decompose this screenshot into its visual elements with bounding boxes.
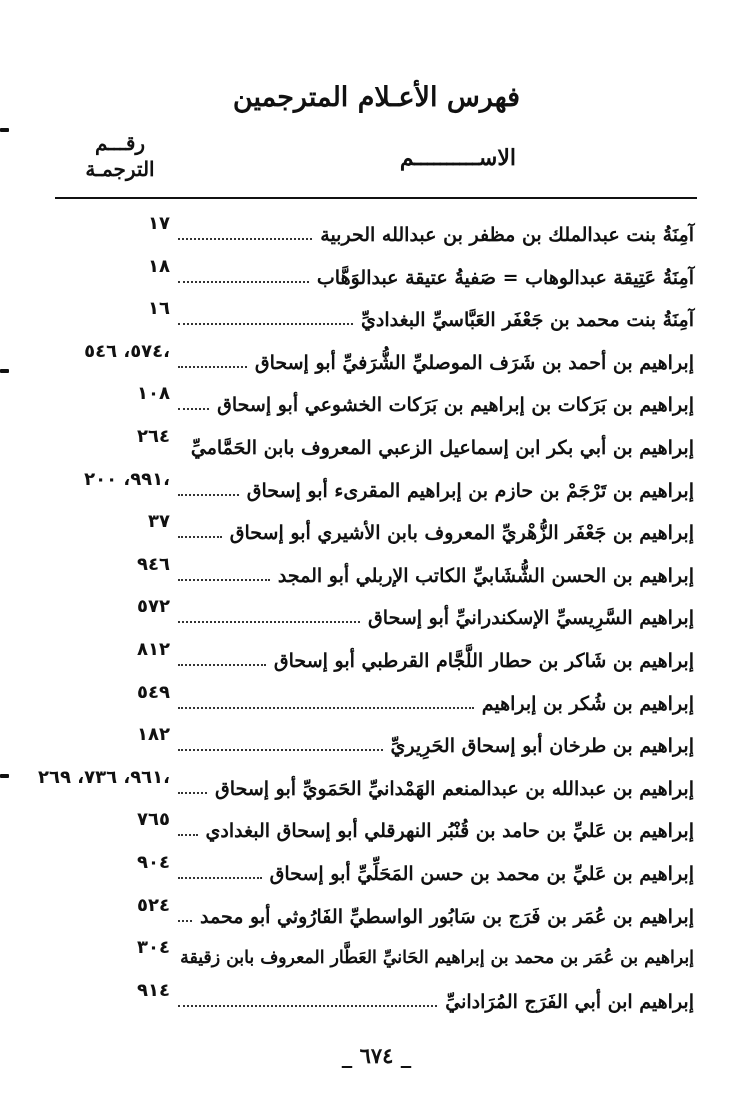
entry-numbers: ٩٦١، ٧٣٦، ٢٦٩، xyxy=(38,766,170,788)
dot-leader xyxy=(178,749,383,751)
dot-leader xyxy=(178,494,239,496)
entry-name: إبراهيم بن تَرْجَمْ بن حازم بن إبراهيم المقرىء أبو إسحاق xyxy=(246,479,694,502)
dot-leader xyxy=(178,792,207,794)
entry-numbers: ١٨٢ xyxy=(137,724,170,746)
entry-numbers: ٩١٤ xyxy=(137,979,170,1001)
index-entry xyxy=(0,466,753,509)
column-header-number-line2: الترجمـة xyxy=(85,157,155,181)
column-header-number xyxy=(70,130,170,182)
index-entries xyxy=(0,210,753,1019)
entry-numbers: ١٠٨ xyxy=(137,383,170,405)
index-entry xyxy=(0,508,753,551)
entry-numbers: ٣٠٤ xyxy=(137,937,170,959)
entry-numbers: ٧٦٥ xyxy=(137,809,170,831)
entry-numbers: ٩٩١، ٢٠٠، xyxy=(84,468,170,490)
entry-name: إبراهيم بن عُمَر بن محمد بن إبراهيم الحَانيِّ العَطَّار المعروف بابن زقيقة xyxy=(180,948,694,969)
dot-leader xyxy=(178,536,222,538)
dot-leader xyxy=(178,877,262,879)
index-entry xyxy=(0,253,753,296)
index-entry xyxy=(0,380,753,423)
index-entry xyxy=(0,210,753,253)
scan-edge-mark xyxy=(0,128,9,132)
entry-name: آمِنَةُ بنت عبدالملك بن مظفر بن عبدالله الحربية xyxy=(320,224,694,246)
header-rule xyxy=(55,197,697,199)
entry-name: إبراهيم بن عبدالله بن عبدالمنعم الهَمْدانيِّ الحَمَويِّ أبو إسحاق xyxy=(215,777,694,800)
entry-numbers: ١٦ xyxy=(148,298,170,320)
entry-name: إبراهيم بن الحسن الشُّشَابيِّ الكاتب الإربلي أبو المجد xyxy=(277,564,694,587)
index-entry xyxy=(0,806,753,849)
entry-numbers: ٨١٢ xyxy=(137,638,170,660)
index-entry xyxy=(0,295,753,338)
entry-name: إبراهيم بن عَليِّ بن محمد بن حسن المَحَلِّيِّ أبو إسحاق xyxy=(269,862,694,885)
entry-name: إبراهيم بن شَاكر بن حطار اللَّجَّام القرطبي أبو إسحاق xyxy=(273,649,694,672)
index-entry xyxy=(0,423,753,466)
dot-leader xyxy=(178,664,266,666)
column-header-number-line1: رقـــم xyxy=(94,131,146,155)
entry-numbers: ٥٧٤، ٥٤٦، xyxy=(84,340,170,362)
index-entry xyxy=(0,764,753,807)
dot-leader xyxy=(178,323,353,325)
index-entry xyxy=(0,338,753,381)
dot-leader xyxy=(178,408,209,410)
index-entry xyxy=(0,551,753,594)
index-entry xyxy=(0,636,753,679)
entry-name: إبراهيم بن عُمَر بن فَرَج بن سَابُور الواسطيِّ الفَارُوثي أبو محمد xyxy=(200,905,694,928)
dot-leader xyxy=(178,707,474,709)
entry-name: إبراهيم بن أحمد بن شَرَف الموصليِّ الشُّرَفيِّ أبو إسحاق xyxy=(254,351,694,374)
entry-numbers: ٣٧ xyxy=(148,511,170,533)
entry-numbers: ١٧ xyxy=(148,213,170,234)
index-entry xyxy=(0,593,753,636)
index-entry xyxy=(0,721,753,764)
dot-leader xyxy=(178,579,270,581)
index-entry xyxy=(0,892,753,935)
dot-leader xyxy=(178,281,309,283)
entry-numbers: ٩٤٦ xyxy=(137,553,170,575)
index-entry xyxy=(0,934,753,977)
entry-name: إبراهيم بن عَليِّ بن حامد بن قُنْبُر النهرقلي أبو إسحاق البغدادي xyxy=(205,820,694,843)
entry-name: إبراهيم بن شُكر بن إبراهيم xyxy=(481,692,694,715)
dot-leader xyxy=(178,238,312,240)
entry-name: إبراهيم بن أبي بكر ابن إسماعيل الزعبي المعروف بابن الحَمَّاميِّ xyxy=(190,436,694,459)
dot-leader xyxy=(178,366,247,368)
entry-numbers: ١٨ xyxy=(148,255,170,277)
index-entry xyxy=(0,977,753,1020)
page-number: _ ٦٧٤ _ xyxy=(341,1043,412,1068)
entry-numbers: ٥٤٩ xyxy=(137,681,170,703)
entry-name: إبراهيم ابن أبي الفَرَج المُرَادانيِّ xyxy=(445,990,694,1013)
entry-numbers: ٢٦٤ xyxy=(137,425,170,447)
entry-name: آمِنَةُ بنت محمد بن جَعْفَر العَبَّاسيِّ البغداديِّ xyxy=(361,309,694,332)
column-header-name: الاســــــــــم xyxy=(399,145,516,171)
entry-name: إبراهيم بن جَعْفَر الزُّهْريِّ المعروف بابن الأشيري أبو إسحاق xyxy=(229,522,694,545)
page-title: فهرس الأعـلام المترجمين xyxy=(232,82,521,113)
dot-leader xyxy=(178,834,198,836)
entry-name: إبراهيم بن بَرَكات بن إبراهيم بن بَرَكات الخشوعي أبو إسحاق xyxy=(217,394,694,417)
entry-name: آمِنَةُ عَتِيقة عبدالوهاب = صَفيةُ عتيقة عبدالوَهَّاب xyxy=(316,266,694,289)
dot-leader xyxy=(178,621,360,623)
entry-numbers: ٩٠٤ xyxy=(137,851,170,873)
index-entry xyxy=(0,849,753,892)
entry-name: إبراهيم بن طرخان أبو إسحاق الحَرِيريِّ xyxy=(390,735,694,758)
entry-numbers: ٥٢٤ xyxy=(137,894,170,916)
entry-numbers: ٥٧٢ xyxy=(137,596,170,618)
index-entry xyxy=(0,679,753,722)
dot-leader xyxy=(178,1005,437,1007)
dot-leader xyxy=(178,920,192,922)
entry-name: إبراهيم السَّرِيسيِّ الإسكندرانيِّ أبو إسحاق xyxy=(368,607,694,630)
